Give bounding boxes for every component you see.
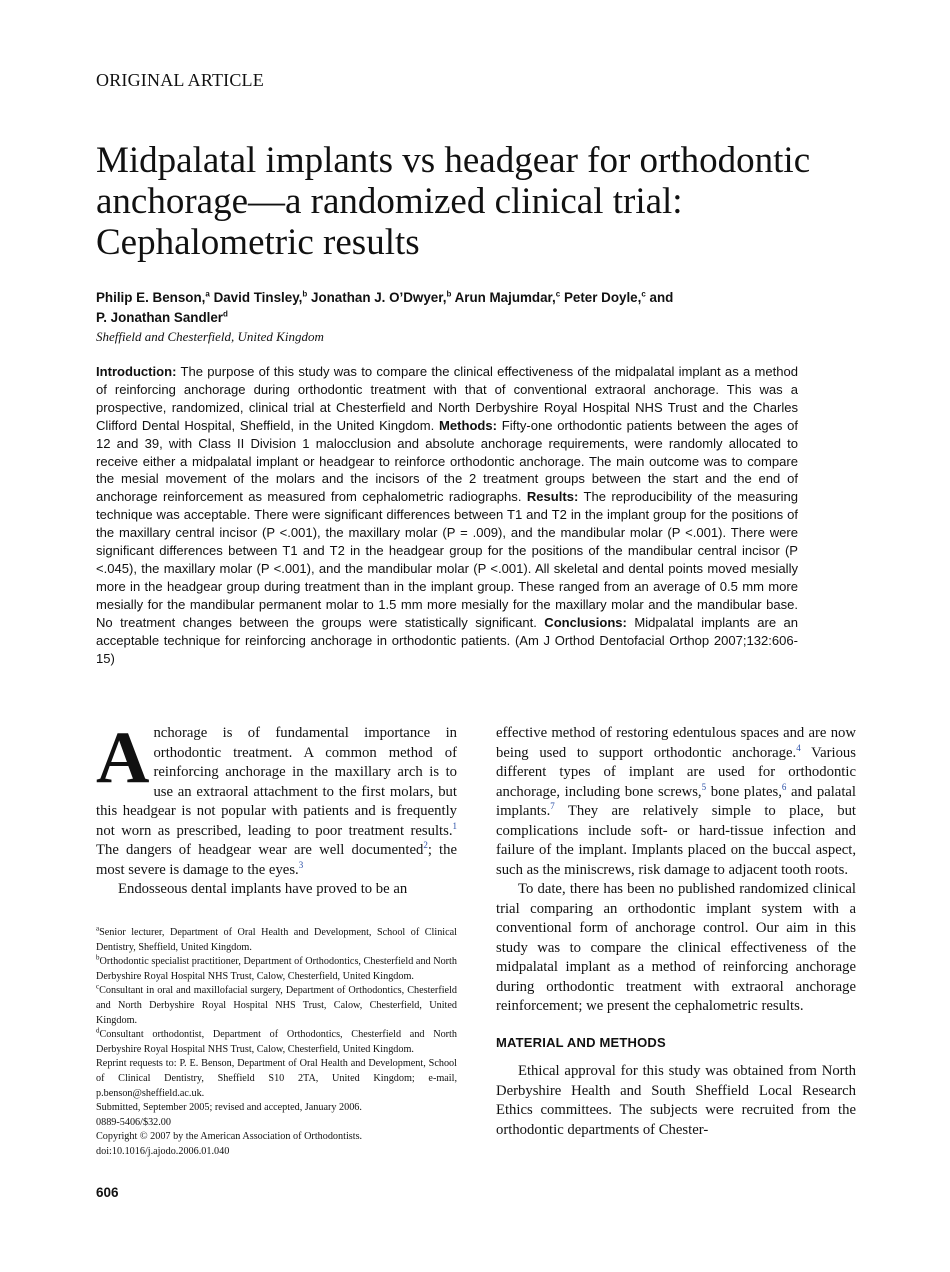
abstract-methods-text: Fifty-one orthodontic patients between the ages of 12 and 39, with Class II Division 1 malocclusion and absolute anchorage requirements, were randomly allocated to receive either a midpalatal implant or headgear to reinforce orthodontic anchorage. The main outcome was to compare the mesial movement of the molars and the incisors of the 2 treatment groups between the start and the end of anchorage reinforcement as measured from cephalometric radiographs. xyxy=(96,417,799,505)
body-text: bone plates, xyxy=(706,783,782,800)
author-affiliation-mark: c xyxy=(641,289,646,299)
footnote xyxy=(96,984,457,1028)
body-column-left xyxy=(96,717,458,900)
author-name: Peter Doyle, xyxy=(563,290,642,305)
footnote-text: Consultant orthodontist, Department of Orthodontics, Chesterfield and North Derbyshire Royal Hospital NHS Trust, Calow, Chesterfield, United Kingdom. xyxy=(96,1029,457,1055)
copyright: Copyright © 2007 by the American Association of Orthodontists. xyxy=(96,1131,363,1143)
abstract-results-label: Results: xyxy=(526,489,579,505)
footnote xyxy=(96,955,457,984)
article-title: Midpalatal implants vs headgear for orthodontic anchorage—a randomized clinical trial: Cephalometric results xyxy=(96,140,811,263)
body-text: Various different types of implant are used for orthodontic anchorage, including bone screws, xyxy=(496,744,856,800)
footnote xyxy=(96,926,457,955)
doi: doi:10.1016/j.ajodo.2006.01.040 xyxy=(96,1145,230,1157)
footnote-text: Orthodontic specialist practitioner, Department of Orthodontics, Chesterfield and North Derbyshire Royal Hospital NHS Trust, Calow, Chesterfield, United Kingdom. xyxy=(96,956,457,982)
body-paragraph: Endosseous dental implants have proved to be an xyxy=(118,881,408,897)
author-affiliation-mark: b xyxy=(302,289,308,299)
citation-link[interactable]: 5 xyxy=(701,781,707,792)
citation-link[interactable]: 2 xyxy=(423,840,428,851)
body-text: nchorage is of fundamental importance in orthodontic treatment. A common method of reinforcing anchorage in the maxillary arch is to use an extraoral attachment to the first molars, but this headgear is not popular with patients and is frequently not worn as prescribed, leading to poor treatment results. xyxy=(96,725,457,839)
issn: 0889-5406/$32.00 xyxy=(96,1116,171,1128)
body-text: They are relatively simple to place, but complications include soft- or hard-tissue infection and failure of the implant. Implants placed on the buccal aspect, such as the miniscrews, risk damage to adjacent tooth roots. xyxy=(496,803,856,878)
body-paragraph: Ethical approval for this study was obtained from North Derbyshire Health and South Sheffield Local Research Ethics committees. The subjects were recruited from the orthodontic departments of Chester- xyxy=(496,1063,856,1138)
abstract-conclusions-label: Conclusions: xyxy=(544,614,627,630)
abstract-introduction-text: The purpose of this study was to compare the clinical effectiveness of the midpalatal implant as a method of reinforcing anchorage during orthodontic treatment with that of conventional extraoral anchorage. This was a prospective, randomized, clinical trial at Chesterfield and North Derbyshire Royal Hospital NHS Trust and the Charles Clifford Dental Hospital, Sheffield, in the United Kingdom. xyxy=(96,364,799,433)
author-affiliation-mark: a xyxy=(205,289,210,299)
author-name: Arun Majumdar, xyxy=(454,290,556,305)
author-affiliation-mark: d xyxy=(223,309,228,319)
citation-link[interactable]: 7 xyxy=(550,801,555,812)
footnotes xyxy=(96,926,457,1160)
body-text: The dangers of headgear wear are well documented xyxy=(96,842,424,858)
abstract-introduction-label: Introduction: xyxy=(96,364,177,379)
citation-link[interactable]: 1 xyxy=(452,820,457,831)
author-list xyxy=(96,288,856,328)
intro-paragraph xyxy=(96,717,458,880)
body-text: ; the most severe is damage to the eyes. xyxy=(96,842,458,878)
author-name: David Tinsley, xyxy=(213,290,303,305)
abstract-results-text: The reproducibility of the measuring technique was acceptable. There were significant differences between T1 and T2 in the implant group for the positions of the maxillary central incisor (P <.001), the maxillary molar (P = .009), and the mandibular molar (P <.001). There were significant differences between T1 and T2 in the headgear group for the positions of the mandibular central incisor (P <.045), the maxillary molar (P <.001), and the mandibular molar (P <.001). All skeletal and dental points moved mesially more in the headgear group during treatment than in the implant group. These ranged from an average of 0.5 mm more mesially for the mandibular permanent molar to 1.5 mm more mesially for the maxillary molar and the mandibular base. No treatment changes between the groups were statistically significant. xyxy=(96,489,799,630)
author-conjunction: and xyxy=(649,290,674,305)
footnote-mark: c xyxy=(96,982,100,991)
drop-cap: A xyxy=(96,717,150,799)
page-number: 606 xyxy=(96,1185,119,1200)
body-text: and palatal implants. xyxy=(496,783,857,819)
section-heading: MATERIAL AND METHODS xyxy=(496,1034,666,1050)
citation-link[interactable]: 6 xyxy=(781,781,787,792)
abstract xyxy=(96,363,798,667)
footnote-mark: b xyxy=(96,953,100,962)
body-paragraph: To date, there has been no published randomized clinical trial comparing an orthodontic implant system with a conventional form of anchorage control. Our aim in this study was to compare the clinical effectiveness of the midpalatal implant as a method of reinforcing anchorage during orthodontic treatment with extraoral anchorage reinforcement; we present the cephalometric results. xyxy=(496,881,856,1014)
body-column-right xyxy=(496,724,856,1140)
footnote-text: Senior lecturer, Department of Oral Health and Development, School of Clinical Dentistry, Sheffield, United Kingdom. xyxy=(96,927,457,953)
author-affiliation-mark: b xyxy=(446,289,452,299)
author-affiliation-mark: c xyxy=(555,289,561,299)
body-paragraph xyxy=(496,724,856,880)
citation-link[interactable]: 4 xyxy=(796,742,801,753)
author-affiliation-location: Sheffield and Chesterfield, United Kingdom xyxy=(96,329,324,344)
footnote-mark: d xyxy=(96,1026,100,1035)
body-text: effective method of restoring edentulous spaces and are now being used to support orthodontic anchorage. xyxy=(496,725,856,761)
footnote-mark: a xyxy=(96,924,100,933)
author-name: Jonathan J. O’Dwyer, xyxy=(311,290,447,305)
author-name: Philip E. Benson, xyxy=(96,290,206,305)
article-type-label: ORIGINAL ARTICLE xyxy=(96,70,264,90)
footnote-text: Consultant in oral and maxillofacial surgery, Department of Orthodontics, Chesterfield and North Derbyshire Royal Hospital NHS Trust, Calow, Chesterfield, United Kingdom. xyxy=(96,985,457,1026)
abstract-conclusions-text: Midpalatal implants are an acceptable technique for reinforcing anchorage in orthodontic patients. (Am J Orthod Dentofacial Orthop 2007;132:606-15) xyxy=(96,614,799,666)
citation-link[interactable]: 3 xyxy=(298,859,304,870)
footnote xyxy=(96,1028,457,1057)
reprint-requests: Reprint requests to: P. E. Benson, Department of Oral Health and Development, School of Clinical Dentistry, Sheffield S10 2TA, United Kingdom; e-mail, p.benson@sheffield.ac.uk. xyxy=(96,1058,457,1099)
author-name: P. Jonathan Sandler xyxy=(96,310,224,325)
submission-dates: Submitted, September 2005; revised and accepted, January 2006. xyxy=(96,1102,362,1114)
abstract-methods-label: Methods: xyxy=(439,417,497,433)
